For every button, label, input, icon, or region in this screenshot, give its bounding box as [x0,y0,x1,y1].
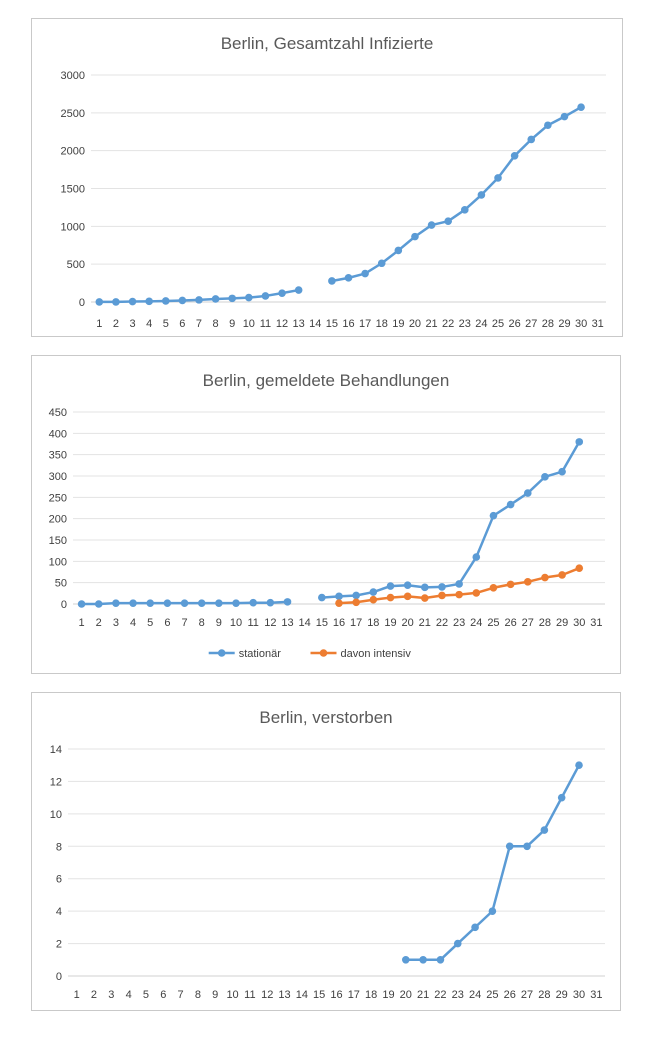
data-point [404,593,412,601]
data-point [541,574,549,582]
y-tick-label: 12 [49,776,62,789]
x-tick-label: 22 [435,617,449,629]
y-tick-label: 400 [48,428,67,441]
data-point [181,599,189,607]
x-tick-label: 20 [408,318,422,330]
x-tick-label: 6 [179,318,186,330]
data-point [335,593,343,601]
data-point [318,594,326,602]
x-tick-label: 17 [350,617,363,629]
data-point [378,259,386,267]
legend-marker [218,649,226,657]
data-point [428,221,436,229]
data-point [179,297,187,305]
data-point [478,191,486,199]
data-point [164,599,172,607]
x-tick-label: 3 [112,617,119,629]
y-tick-label: 250 [48,492,67,505]
data-point [438,592,446,600]
data-point [395,247,403,255]
x-tick-label: 9 [215,617,222,629]
x-tick-label: 31 [590,989,603,1001]
y-tick-label: 6 [55,873,62,886]
x-tick-label: 7 [181,617,188,629]
y-tick-label: 4 [55,906,62,919]
x-tick-label: 23 [451,989,464,1001]
x-tick-label: 30 [572,989,586,1001]
x-tick-label: 18 [367,617,380,629]
chart-infizierte [32,19,622,336]
y-tick-label: 1500 [60,183,85,196]
x-tick-label: 9 [212,989,219,1001]
x-tick-label: 21 [416,989,430,1001]
y-tick-label: 450 [48,407,67,419]
y-tick-label: 3000 [60,70,85,82]
data-point [404,581,412,589]
x-tick-label: 1 [78,617,85,629]
data-point [145,298,153,306]
data-point [541,826,549,834]
data-point [267,599,275,607]
x-tick-label: 15 [315,617,328,629]
data-point [577,103,585,111]
data-point [352,592,360,600]
data-point [490,512,498,520]
x-tick-label: 6 [160,989,167,1001]
data-point [295,286,303,294]
data-point [575,761,583,769]
data-point [232,599,240,607]
x-tick-label: 10 [242,318,255,330]
data-point [352,598,360,606]
x-tick-label: 11 [259,318,272,330]
data-point [387,594,395,602]
data-point [524,489,532,497]
x-tick-label: 25 [491,318,505,330]
x-tick-label: 31 [591,318,604,330]
data-point [472,589,480,597]
x-tick-label: 24 [475,318,488,330]
x-tick-label: 11 [247,617,259,629]
x-tick-label: 9 [229,318,236,330]
data-point [558,571,566,579]
data-point [146,599,154,607]
x-tick-label: 20 [399,989,412,1001]
legend-label: stationär [238,648,281,660]
x-tick-label: 30 [574,318,588,330]
x-tick-label: 29 [555,617,569,629]
x-tick-label: 8 [212,318,219,330]
x-tick-label: 10 [226,989,239,1001]
x-tick-label: 13 [278,989,291,1001]
x-tick-label: 23 [453,617,466,629]
x-tick-label: 16 [342,318,355,330]
data-point [198,599,206,607]
legend-label: davon intensiv [340,648,411,660]
x-tick-label: 29 [558,318,571,330]
data-point [471,924,479,932]
data-point [575,564,583,572]
data-point [421,584,429,592]
x-tick-label: 15 [325,318,339,330]
x-tick-label: 18 [365,989,378,1001]
chart-verstorben [32,693,620,1010]
data-point [195,296,203,304]
x-tick-label: 6 [164,617,171,629]
x-tick-label: 25 [487,617,500,629]
data-point [112,298,120,306]
chart-title: Berlin, gemeldete Behandlungen [202,371,450,390]
y-tick-label: 10 [49,808,62,821]
x-tick-label: 29 [555,989,568,1001]
data-point [215,599,223,607]
x-tick-label: 12 [275,318,289,330]
y-tick-label: 1000 [60,221,85,234]
data-point [523,842,531,850]
data-point [561,113,569,121]
y-tick-label: 8 [55,841,62,854]
x-tick-label: 13 [281,617,294,629]
data-point [444,217,452,225]
data-point [212,295,220,303]
x-tick-label: 12 [264,617,277,629]
y-tick-label: 150 [48,535,67,547]
y-tick-label: 0 [78,297,85,309]
data-point [411,233,419,241]
data-point [96,298,104,306]
y-tick-label: 0 [55,971,62,983]
chart-panel-behandlungen [31,355,621,674]
y-tick-label: 2 [55,938,62,951]
x-tick-label: 2 [112,318,119,330]
data-point [558,794,566,802]
data-point [455,580,463,588]
data-point [129,599,137,607]
data-point [490,584,498,592]
legend-item [311,648,412,660]
data-point [278,289,286,297]
x-tick-label: 15 [313,989,326,1001]
x-tick-label: 1 [96,318,103,330]
x-tick-label: 19 [392,318,405,330]
data-point [454,940,462,948]
x-tick-label: 28 [538,989,551,1001]
data-point [438,583,446,591]
y-tick-label: 2500 [60,107,85,120]
x-tick-label: 8 [194,989,201,1001]
data-point [524,578,532,586]
x-tick-label: 17 [358,318,372,330]
series-line-0 [332,107,581,281]
x-tick-label: 12 [261,989,274,1001]
data-point [507,581,515,589]
data-point [527,136,535,144]
x-tick-label: 19 [382,989,395,1001]
chart-title: Berlin, verstorben [259,708,393,727]
x-tick-label: 23 [458,318,471,330]
y-tick-label: 50 [54,577,67,590]
y-tick-label: 500 [66,259,85,272]
x-tick-label: 5 [147,617,154,629]
data-point [262,292,270,300]
series-line-0 [406,765,579,960]
x-tick-label: 28 [541,318,554,330]
data-point [361,270,369,278]
data-point [129,298,137,306]
data-point [506,842,514,850]
x-tick-label: 28 [538,617,552,629]
legend-item [209,648,282,660]
data-point [370,596,378,604]
data-point [507,501,515,509]
x-tick-label: 2 [95,617,102,629]
y-tick-label: 100 [48,556,67,569]
x-tick-label: 14 [298,617,311,629]
x-tick-label: 22 [442,318,455,330]
x-tick-label: 25 [486,989,499,1001]
x-tick-label: 4 [130,617,137,629]
x-tick-label: 20 [401,617,414,629]
data-point [387,582,395,590]
x-tick-label: 26 [508,318,521,330]
chart-title: Berlin, Gesamtzahl Infizierte [220,34,434,53]
data-point [575,438,583,446]
chart-panel-verstorben [31,692,621,1011]
data-point [489,907,497,915]
data-point [419,956,427,964]
x-tick-label: 13 [292,318,305,330]
y-tick-label: 200 [48,513,67,526]
x-tick-label: 18 [375,318,388,330]
data-point [511,152,519,160]
data-point [162,297,170,305]
data-point [95,600,103,608]
x-tick-label: 16 [332,617,346,629]
chart-panel-infizierte [31,18,623,337]
x-tick-label: 14 [309,318,322,330]
x-tick-label: 22 [434,989,447,1001]
data-point [494,174,502,182]
x-tick-label: 7 [177,989,184,1001]
x-tick-label: 14 [295,989,308,1001]
x-tick-label: 11 [244,989,256,1001]
x-tick-label: 17 [347,989,360,1001]
x-tick-label: 3 [108,989,115,1001]
x-tick-label: 30 [573,617,586,629]
y-tick-label: 0 [60,599,67,611]
data-point [345,274,353,282]
data-point [455,591,463,599]
x-tick-label: 2 [90,989,98,1001]
data-point [249,599,257,607]
x-tick-label: 5 [162,318,169,330]
data-point [335,599,343,607]
data-point [541,473,549,481]
data-point [558,468,566,476]
data-point [228,295,236,303]
x-tick-label: 10 [229,617,243,629]
chart-behandlungen [32,356,620,673]
x-tick-label: 26 [503,989,516,1001]
x-tick-label: 21 [418,617,431,629]
data-point [402,956,410,964]
x-tick-label: 27 [521,617,534,629]
data-point [245,294,253,302]
data-point [472,553,480,561]
x-tick-label: 4 [146,318,153,330]
data-point [370,588,378,596]
x-tick-label: 27 [525,318,538,330]
series-line-0 [322,442,579,598]
data-point [284,598,292,606]
x-tick-label: 31 [590,617,603,629]
y-tick-label: 14 [49,744,62,756]
x-tick-label: 24 [468,989,482,1001]
y-tick-label: 2000 [60,145,85,158]
legend-marker [320,649,328,657]
x-tick-label: 3 [129,318,136,330]
x-tick-label: 8 [198,617,205,629]
data-point [437,956,445,964]
y-tick-label: 300 [48,471,67,483]
data-point [461,206,469,214]
data-point [328,277,336,285]
x-tick-label: 1 [73,989,80,1001]
x-tick-label: 5 [142,989,150,1001]
data-point [78,600,86,608]
x-tick-label: 4 [125,989,132,1001]
y-tick-label: 350 [48,449,67,462]
x-tick-label: 7 [195,318,203,330]
data-point [544,121,552,129]
data-point [421,594,429,602]
x-tick-label: 27 [520,989,534,1001]
x-tick-label: 26 [504,617,517,629]
x-tick-label: 21 [425,318,438,330]
x-tick-label: 24 [470,617,483,629]
data-point [112,599,120,607]
x-tick-label: 19 [384,617,397,629]
x-tick-label: 16 [330,989,343,1001]
